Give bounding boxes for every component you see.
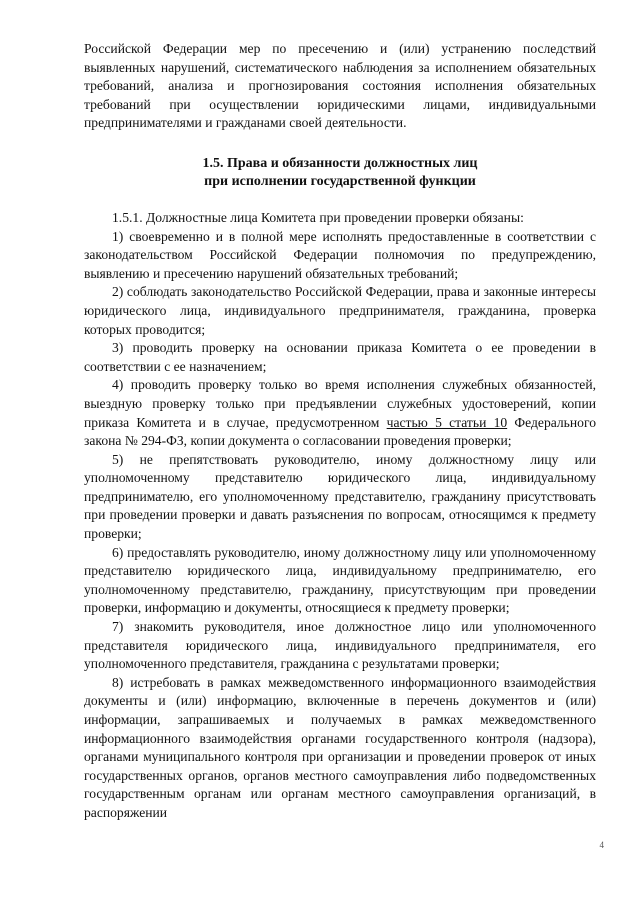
duty-item-4-text-a: 4) проводить проверку только во время исполнения служебных обязанностей, выездную проверку только при предъявлении служебных удостоверений, копии приказа Комитета и в случае, предусмотренном [84, 377, 596, 430]
intro-paragraph: Российской Федерации мер по пресечению и (или) устранению последствий выявленных нарушений, систематического наблюдения за исполнением обязательных требований, анализа и прогнозирования состояния исполнения обязательных требований при осуществлении юридическими лицами, индивидуальными предпринимателями и гражданами своей деятельности. [84, 41, 596, 131]
duty-item-5: 5) не препятствовать руководителю, иному должностному лицу или уполномоченному представителю юридического лица, индивидуальному предпринимателю, его уполномоченному представителю, гражданину присутствовать при проведении проверки и давать разъяснения по вопросам, относящимся к предмету проверки; [84, 451, 596, 542]
section-heading-line1: 1.5. Права и обязанности должностных лиц [202, 155, 478, 171]
duty-item-3: 3) проводить проверку на основании приказа Комитета о ее проведении в соответствии с ее назначением; [84, 340, 596, 374]
duty-item-4-text-b: Федерального закона № 294-ФЗ, копии документа о согласовании проведения проверки; [84, 414, 596, 449]
duties-lead: 1.5.1. Должностные лица Комитета при проведении проверки обязаны: [112, 209, 524, 225]
page-number: 4 [599, 840, 604, 850]
duty-item-8: 8) истребовать в рамках межведомственного информационного взаимодействия документы и (или) информацию, включенные в перечень документов и (или) информации, запрашиваемых и получаемых в рамках межведомственного информационного взаимодействия органами государственного контроля (надзора), органами муниципального контроля при организации и проведении проверок от иных государственных органов, органов местного самоуправления либо подведомственных государственным органам или органам местного самоуправления организаций, в распоряжении [84, 674, 596, 820]
page-content [84, 40, 596, 823]
section-heading [84, 155, 596, 191]
section-heading-line2: при исполнении государственной функции [204, 173, 476, 189]
duty-item-6: 6) предоставлять руководителю, иному должностному лицу или уполномоченному представителю юридического лица, индивидуальному предпринимателю, его уполномоченному представителю, гражданину, присутствующим при проведении проверки, информацию и документы, относящиеся к предмету проверки; [84, 544, 596, 616]
duty-item-7: 7) знакомить руководителя, иное должностное лицо или уполномоченного представителя юридического лица, индивидуального предпринимателя, его уполномоченного представителя, гражданина с результатами проверки; [84, 619, 596, 672]
law-reference-link[interactable]: частью 5 статьи 10 [386, 414, 508, 430]
duty-item-1: 1) своевременно и в полной мере исполнять предоставленные в соответствии с законодательством Российской Федерации полномочия по предупреждению, выявлению и пресечению нарушений обязательных требований; [84, 228, 596, 281]
duty-item-4 [84, 376, 596, 450]
duty-item-2: 2) соблюдать законодательство Российской Федерации, права и законные интересы юридического лица, индивидуального предпринимателя, гражданина, проверка которых проводится; [84, 284, 596, 337]
